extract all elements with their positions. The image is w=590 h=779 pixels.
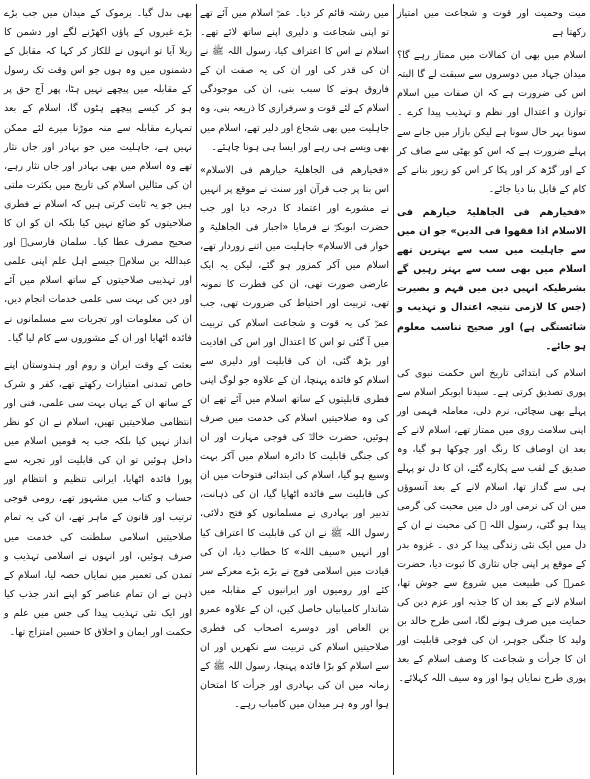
paragraph: میت وحمیت اور قوت و شجاعت میں امتیاز رکھتا ہے [397, 8, 586, 39]
paragraph: بعثت کے وقت ایران و روم اور ہندوستان اپنے خاص تمدنی امتیازات رکھتے تھے، کفر و شرک کے ساتھ ان کے یہاں بہت سی علمی، فنی اور انتظامی صلاحیتیں تھیں، اسلام نے ان کو نظر انداز نہیں کیا بلکہ جب یہ قومیں اسلام میں داخل ہوئیں تو ان کی قابلیت اور تجربہ سے پورا فائدہ اٹھایا، ایرانی تنظیم و انتظام اور حساب و کتاب میں مشہور تھے، رومی فوجی ترتیب اور قانون کے ماہر تھے، ان کی یہ تمام صلاحیتیں اسلامی سلطنت کی خدمت میں صرف ہوئیں، اور انہوں نے اسلامی تہذیب و تمدن کی تعمیر میں نمایاں حصہ لیا، اسلام کے ذہن نے ان تمام عناصر کو اپنے اندر جذب کیا اور ایک نئی تہذیب پیدا کی جس میں علم و حکمت اور ایمان و اخلاق کا حسین امتزاج تھا۔ [4, 359, 192, 638]
column-divider [196, 4, 197, 775]
paragraph: اسلام میں بھی ان کمالات میں ممتاز رہے گا؟ میدان جہاد میں دوسروں سے سبقت لے گا البتہ اس کی ضرورت ہے کہ ان صفات میں اسلام توازن و اعتدال اور نظم و تہذیب پیدا کرے ۔ سونا بہر حال سونا ہے لیکن بازار میں جانے سے پہلے ضرورت ہے کہ اس کو بھٹی سے صاف کر کے اور گڑھ کر اور پکا کر اس کو زیور بنانے کے کام کے قابل بنا دیا جائے۔ [397, 50, 586, 195]
paragraph-quote: «فخیارھم فی الجاھلیۃ خیارھم فی الاسلام اذا فقھوا فی الدین» جو ان میں سے جاہلیت میں سب سے بہترین تھے اسلام میں بھی سب سے بہتر رہیں گے بشرطیکہ انہیں دین میں فہم و بصیرت (جس کا لازمی نتیجہ اعتدال و تہذیب و شائستگی ہے) اور صحیح تناسب معلوم ہو جائے۔ [397, 206, 586, 352]
paragraph: میں رشتہ قائم کر دیا۔ عمرؓ اسلام میں آئے تھے تو اپنی شجاعت و دلیری اپنے ساتھ لائے تھے۔ اسلام نے اس کا اعتراف کیا، رسول اللہ ﷺ نے ان کی قدر کی اور ان کی یہ صفت ان کے فاروق ہونے کا سبب بنی، ان کی موجودگی اسلام کے لئے قوت و سرفرازی کا ذریعہ بنی، وہ جاہلیت میں بھی شجاع اور دلیر تھے، اسلام میں بھی ویسے ہی رہے اور ایسا ہی ہونا چاہئے۔ [200, 8, 389, 153]
column-right [393, 0, 590, 779]
column-middle [196, 0, 393, 779]
paragraph: اسلام کی ابتدائی تاریخ اس حکمت نبوی کی پوری تصدیق کرتی ہے۔ سیدنا ابوبکر اسلام سے پہلے بھی سچائی، نرم دلی، معاملہ فہمی اور اپنی سلامت روی میں ممتاز تھے، اسلام لانے کے بعد ان اوصاف کا رنگ اور چوکھا ہو گیا، وہ صدیق کے لقب سے پکارے گئے، ان کا دل تو پہلے ہی سے گداز تھا، اسلام لانے کے بعد آنسوؤں میں ان کی نرمی اور دل میں محبت کی گرمی پیدا ہو گئی، رسول اللہ ﷺ کی محبت نے ان کے دل میں ایک نئی زندگی پیدا کر دی ۔ غزوہ بدر کے موقع پر اپنی جاں نثاری کا ثبوت دیا، حضرت عمرؓ کی طبیعت میں شروع سے جوش تھا، اسلام لانے کے بعد ان کا جذبہ اور عزم دین کی حمایت میں صرف ہونے لگا، اسی طرح خالد بن ولید کا جنگی جوہر، ان کی فوجی قابلیت اور ان کا جرأت و شجاعت کا وصف اسلام کے بعد پوری طرح نمایاں ہوا اور وہ سیف اللہ کہلائے۔ [397, 367, 586, 685]
column-divider [393, 4, 394, 775]
paragraph: «فخیارھم فی الجاھلیۃ خیارھم فی الاسلام» اس بنا پر جب قرآن اور سنت نے موقع پر انہیں نے مشورے اور اعتماد کا درجہ دیا اور جب حضرت ابوبکرؓ نے فرمایا «اجبار فی الجاھلیۃ و خوار فی الاسلام» جاہلیت میں اتنے زوردار تھے، اسلام میں آکر کمزور ہو گئے، لیکن یہ ایک عارضی صورت تھی، ان کی فطرت کا نمونہ تھی، تربیت اور احتیاط کی ضرورت تھی، جب عمرؓ کی یہ قوت و شجاعت اسلام کی تربیت میں آ گئی تو اس کا اعتدال اور اس کی افادیت اور بڑھ گئی، ان کی قابلیت اور دلیری سے اسلام کو فائدہ پہنچا، ان کے علاوہ جو لوگ اپنی فطری قابلیتوں کے ساتھ اسلام میں آئے تھے ان کی وہ صلاحیتیں اسلام کی خدمت میں صرف ہوئیں، حضرت خالدؓ کی فوجی مہارت اور ان کی جنگی قابلیت کا دائرہ اسلام میں آکر بہت وسیع ہو گیا، اسلام کی ابتدائی فتوحات میں ان کی قابلیت سے فائدہ اٹھایا گیا، ان کی ذہانت، تدبیر اور بہادری نے مسلمانوں کو فتح دلائی، رسول اللہ ﷺ نے ان کی قابلیت کا اعتراف کیا اور انہیں «سیف اللہ» کا خطاب دیا، ان کی قیادت میں اسلامی فوج نے بڑے بڑے معرکے سر کئے اور رومیوں اور ایرانیوں کے مقابلہ میں شاندار کامیابیاں حاصل کیں، ان کے علاوہ عمرو بن العاص اور دوسرے اصحاب کی فطری صلاحیتیں اسلام کی تربیت سے نکھریں اور ان سے اسلام کو بڑا فائدہ پہنچا، رسول اللہ ﷺ کے زمانہ میں ان کی بہادری اور جرأت کا امتحان ہوا اور وہ ہر میدان میں کامیاب رہے۔ [200, 164, 389, 711]
column-left [0, 0, 196, 779]
paragraph: بھی بدل گیا۔ یرموک کے میدان میں جب بڑے بڑے غیروں کے پاؤں اکھڑنے لگے اور دشمن کا ریلا آیا تو انہوں نے للکار کر کہا کہ مقابل کے دشمنوں میں وہ ہوں جو اس وقت تک رسول کے مقابلہ میں پیچھے نہیں ہٹا، پھر آج حق پر ہو کر کیسے پیچھے ہٹوں گا، اسلام کے بعد تمہارے مقابلہ سے منہ موڑنا میرے لئے ممکن نہیں ہے، جاہلیت میں جو بہادر اور جاں نثار تھے وہ اسلام میں بھی بہادر اور جاں نثار رہے، ان کی مثالیں اسلام کی تاریخ میں بکثرت ملتی ہیں جو یہ ثابت کرتی ہیں کہ اسلام نے فطری صلاحیتوں کو ضائع نہیں کیا بلکہ ان کو ان کا صحیح مصرف عطا کیا۔ سلمان فارسیؓ اور عبداللہ بن سلامؓ جیسے اہل علم اپنی علمی اور تہذیبی صلاحیتوں کے ساتھ اسلام میں آئے اور دین کی بہت سی علمی خدمات انجام دیں، ان کی معلومات اور تجربات سے مسلمانوں نے فائدہ اٹھایا اور ان کے مشوروں سے کام لیا گیا۔ [4, 8, 192, 344]
